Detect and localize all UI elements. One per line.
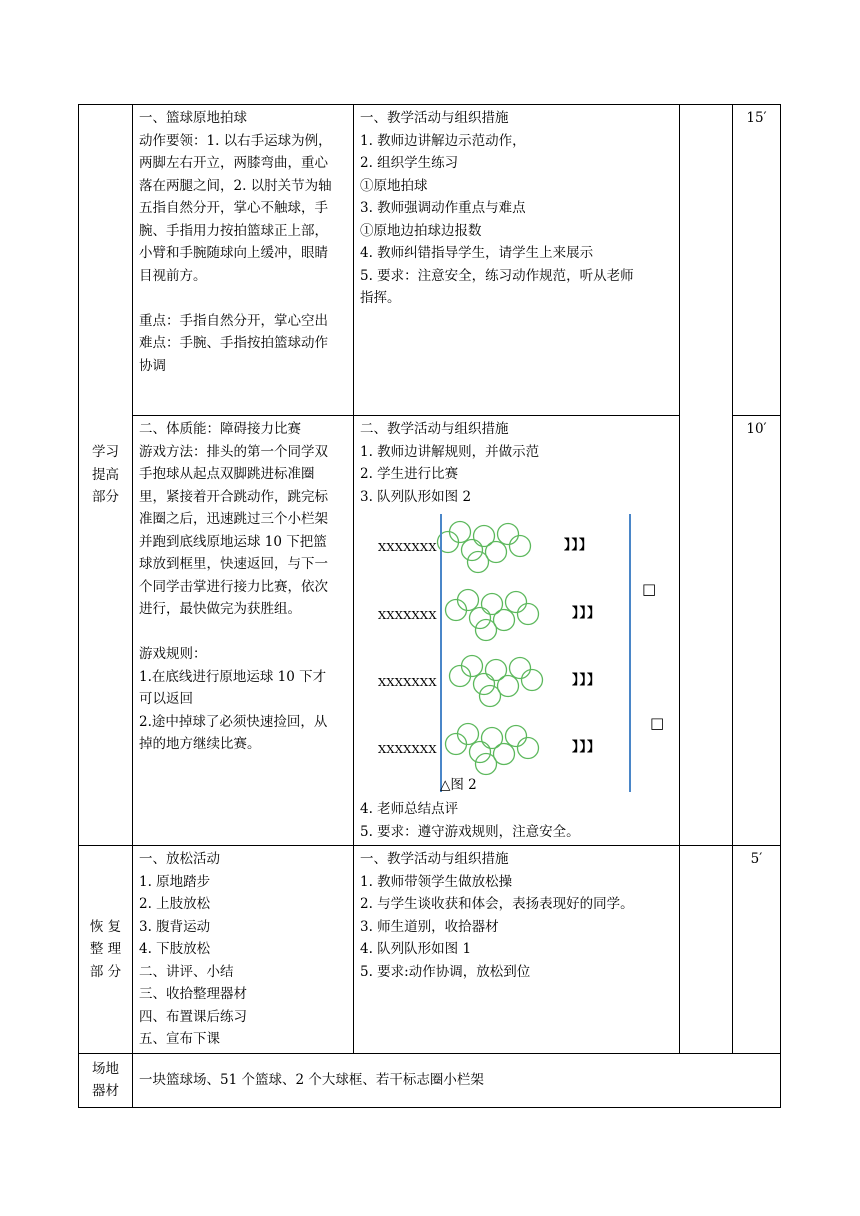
content-line: 目视前方。 [139,267,207,284]
content-line: 1.在底线进行原地运球 10 下才 [139,668,327,685]
method-line: 2. 与学生谈收获和体会，表扬表现好的同学。 [360,896,634,912]
content-line: 五指自然分开，掌心不触球，手 [139,200,328,216]
method-line: 指挥。 [360,290,401,306]
method-line: 1. 教师边讲解规则，并做示范 [360,443,540,460]
recovery-time [733,846,781,1054]
basket-square: □ [650,714,665,732]
content-line: 个同学击掌进行接力比赛，依次 [139,578,328,595]
part2-time [733,416,781,846]
content-line: 两脚左右开立，两膝弯曲，重心 [139,155,328,171]
section-label-line: 部分 [92,489,119,506]
section-label-line: 提高 [92,466,119,483]
content-line: 五、宣布下课 [139,1031,220,1047]
part1-methods-cell [354,105,680,416]
method-line: 4. 老师总结点评 [360,801,459,817]
method-line: 1. 教师边讲解边示范动作， [360,132,526,149]
method-line: 3. 队列队形如图 2 [360,488,472,505]
method-line: 5. 要求：遵守游戏规则，注意安全。 [360,823,580,840]
equipment-label [79,1053,133,1107]
method-line: 2. 组织学生练习 [360,155,459,171]
content-line: 手抱球从起点双脚跳进标准圈 [139,466,315,482]
section-label-line: 学习 [92,444,119,461]
content-line: 1. 原地踏步 [139,873,211,890]
part1-time [733,105,781,416]
content-line: 4. 下肢放松 [139,941,211,957]
marker-ring [476,620,497,641]
blank-line [139,287,347,310]
marker-ring [462,540,483,561]
marker-ring [480,686,501,707]
section-label-line: 恢 复 [89,918,122,935]
content-line: 并跑到底线原地运球 10 下把篮 [139,533,327,550]
study-row-2 [79,416,781,846]
time-value: 5′ [750,851,763,867]
content-line: 二、体质能：障碍接力比赛 [139,421,301,437]
part2-content-cell [133,416,354,846]
content-line: 可以返回 [139,691,193,707]
content-line: 二、讲评、小结 [139,963,234,980]
blank-line [139,621,347,644]
recovery-content-cell [133,846,354,1054]
time-value: 10′ [746,421,767,437]
marker-ring [506,592,527,613]
content-line: 进行，最快做完为获胜组。 [139,601,301,617]
content-line: 2.途中掉球了必须快速捡回，从 [139,713,328,730]
content-line: 球放到框里，快速返回，与下一 [139,556,328,572]
content-line: 一、篮球原地拍球 [139,110,247,126]
empty-cell [680,105,733,846]
content-line: 游戏方法：排头的第一个同学双 [139,443,328,460]
student-row: XXXXXXX [378,608,437,622]
right-boundary-line [629,514,631,792]
content-line: 动作要领：1. 以右手运球为例， [139,132,332,149]
content-line: 小臂和手腕随球向上缓冲，眼睛 [139,245,328,261]
part1-content-cell [133,105,354,416]
marker-ring [506,726,527,747]
equipment-label-line: 场地 [92,1060,119,1077]
method-line: ①原地拍球 [360,177,428,194]
equipment-text: 一块篮球场、51 个篮球、2 个大球框、若干标志圈小栏架 [139,1071,484,1088]
empty-cell [680,846,733,1054]
equipment-row [79,1053,781,1107]
content-line: 三、收拾整理器材 [139,986,247,1002]
marker-ring [510,536,531,557]
marker-ring [522,670,543,691]
method-line: 3. 教师强调动作重点与难点 [360,200,526,216]
student-row: XXXXXXX [378,675,437,689]
recovery-row [79,846,781,1054]
content-line: 3. 腹背运动 [139,918,211,935]
method-line: 5. 要求：注意安全，练习动作规范，听从老师 [360,267,634,284]
section-label-line: 整 理 [89,941,122,957]
study-row-1 [79,105,781,416]
marker-ring [486,660,507,681]
marker-ring [470,742,491,763]
marker-ring [498,524,519,545]
content-line: 准圈之后，迅速跳过三个小栏架 [139,511,328,527]
marker-ring [476,754,497,775]
hurdle-marks: 】】】 [572,606,602,621]
time-value: 15′ [746,110,767,126]
content-line: 腕、手指用力按拍篮球正上部， [139,222,328,239]
basket-square: □ [642,580,657,598]
section-label-line: 部 分 [89,963,122,980]
diagram-caption: △图 2 [440,777,477,793]
method-line: ①原地边拍球边报数 [360,222,482,239]
method-line: 一、教学活动与组织措施 [360,110,509,126]
method-line: 3. 师生道别，收拾器材 [360,918,499,935]
marker-ring [470,608,491,629]
method-line: 4. 教师纠错指导学生，请学生上来展示 [360,245,594,261]
equipment-text-cell [133,1053,781,1107]
lesson-plan-table [78,104,781,1108]
marker-ring [474,674,495,695]
method-line: 2. 学生进行比赛 [360,466,459,482]
method-line: 一、教学活动与组织措施 [360,851,509,867]
recovery-methods-cell [354,846,680,1054]
method-line: 4. 队列队形如图 1 [360,941,472,957]
content-line: 协调 [139,357,166,374]
content-line: 一、放松活动 [139,851,220,867]
method-line: 1. 教师带领学生做放松操 [360,873,513,890]
hurdle-marks: 】】】 [564,538,594,553]
content-line: 2. 上肢放松 [139,896,211,912]
content-line: 落在两腿之间，2. 以肘关节为轴 [139,177,332,194]
content-line: 难点：手腕、手指按拍篮球动作 [139,335,328,351]
content-line: 里，紧接着开合跳动作，跳完标 [139,488,328,505]
part2-methods-cell [354,416,680,846]
marker-ring [482,728,503,749]
equipment-label-line: 器材 [92,1083,119,1099]
student-row: XXXXXXX [378,742,437,756]
marker-ring [474,526,495,547]
method-line: 二、教学活动与组织措施 [360,421,509,437]
marker-ring [518,738,539,759]
hurdle-marks: 】】】 [572,740,602,755]
hurdle-marks: 】】】 [572,673,602,688]
recovery-section-label [79,846,133,1054]
content-line: 四、布置课后练习 [139,1008,247,1025]
marker-ring [482,594,503,615]
left-boundary-line [440,514,442,792]
content-line: 掉的地方继续比赛。 [139,736,261,752]
formation-diagram [360,508,674,798]
content-line: 重点：手指自然分开，掌心空出 [139,312,328,329]
study-section-label [79,105,133,846]
student-row: XXXXXXX [378,540,437,554]
marker-ring [468,552,489,573]
content-line: 游戏规则： [139,646,207,662]
marker-ring [518,604,539,625]
marker-ring [510,658,531,679]
method-line: 5. 要求:动作协调，放松到位 [360,963,531,980]
